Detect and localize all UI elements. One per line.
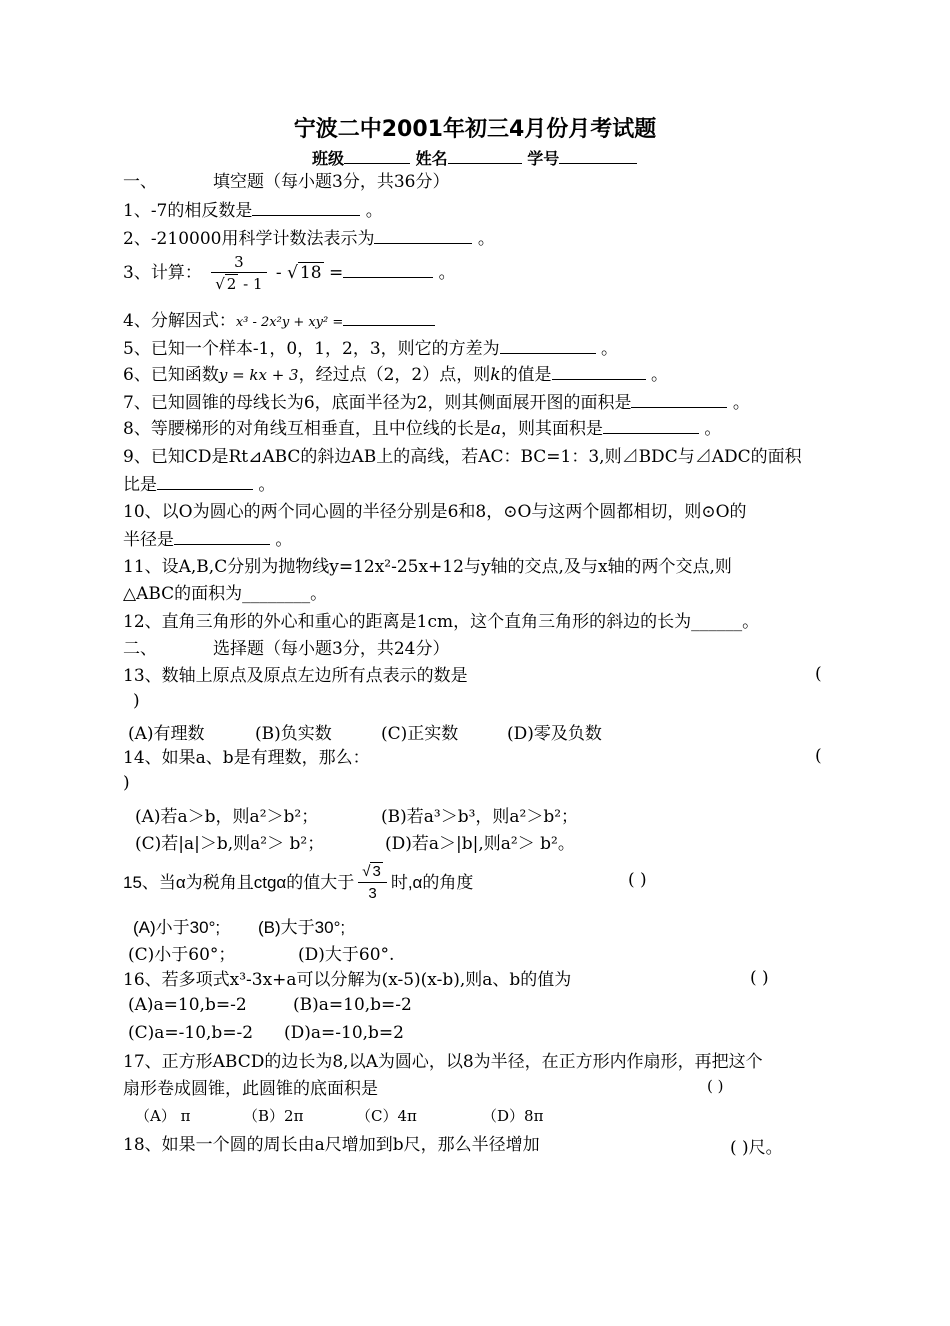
page-title: 宁波二中2001年初三4月份月考试题 [293,117,657,142]
q17-option-a[interactable]: （A） π [135,1107,191,1125]
q3-end: 。 [438,263,456,283]
q3-den-tail: - 1 [238,275,263,293]
q8-answer-blank[interactable] [603,416,699,434]
q8-tail: ，则其面积是 [500,419,603,439]
question-11-line2: △ABC的面积为________。 [123,584,328,604]
class-label: 班级 [312,149,345,168]
q2-end: 。 [477,229,495,249]
q13-option-a[interactable]: (A)有理数 [128,724,205,744]
q14-option-b[interactable]: (B)若a³＞b³，则a²＞b²； [381,807,579,827]
q2-text: 2、-210000用科学计数法表示为 [123,229,375,249]
q3-numerator: 3 [211,252,266,273]
q7-text: 7、已知圆锥的母线长为6，底面半径为2，则其侧面展开图的面积是 [123,393,632,413]
sqrt-symbol: √ 3 [362,863,381,880]
q1-end: 。 [365,201,383,221]
student-info-row [312,146,637,169]
q1-text: 1、-7的相反数是 [123,201,253,221]
q1-answer-blank[interactable] [252,198,360,216]
q4-expression: x³ - 2x²y + xy² = [235,315,344,330]
q13-option-c[interactable]: (C)正实数 [381,724,459,744]
q4-answer-blank[interactable] [343,308,435,326]
question-18: 18、如果一个圆的周长由a尺增加到b尺，那么半径增加 [123,1135,540,1155]
q6-variable: k [490,365,501,385]
q15-option-a[interactable]: (A)小于30°; [133,918,221,937]
q14-option-d[interactable]: (D)若a＞|b|,则a²＞ b²。 [385,834,575,854]
q15-fraction [358,862,387,905]
question-6 [123,362,668,387]
section2-title: 选择题（每小题3分，共24分） [213,639,450,659]
q3-answer-blank[interactable] [343,260,433,278]
question-4 [123,308,435,335]
q13-option-b[interactable]: (B)负实数 [255,724,332,744]
section2-number: 二、 [123,639,157,659]
q16-option-a[interactable]: (A)a=10,b=-2 [128,995,247,1015]
q16-option-d[interactable]: (D)a=-10,b=2 [284,1023,404,1043]
q15-text: 15、当α为税角且ctgα的值大于 [123,872,355,892]
q3-fraction [211,252,266,295]
q16-option-b[interactable]: (B)a=10,b=-2 [293,995,412,1015]
section1-heading [123,170,449,194]
question-12: 12、直角三角形的外心和重心的距离是1cm，这个直角三角形的斜边的长为______。 [123,612,760,632]
question-8 [123,416,721,441]
section2-heading [123,637,449,661]
q7-answer-blank[interactable] [631,390,727,408]
q15-option-c[interactable]: (C)小于60°； [128,945,236,965]
q2-answer-blank[interactable] [374,226,472,244]
q6-text: 6、已知函数 [123,365,219,385]
q5-end: 。 [601,339,619,359]
q8-end: 。 [704,419,722,439]
q6-answer-blank[interactable] [552,362,646,380]
q7-end: 。 [732,393,750,413]
q16-answer-paren[interactable]: ( ) [750,968,769,988]
q13-option-d[interactable]: (D)零及负数 [507,724,602,744]
q15-denominator: 3 [368,885,377,902]
section1-number: 一、 [123,172,157,192]
q6-end: 。 [650,365,668,385]
question-11-line1: 11、设A,B,C分别为抛物线y=12x²-25x+12与y轴的交点,及与x轴的两个交点,则 [123,557,732,577]
id-label: 学号 [527,149,560,168]
q15-option-d[interactable]: (D)大于60°. [298,945,395,965]
q17-option-d[interactable]: （D）8π [482,1107,544,1125]
question-17-line2: 扇形卷成圆锥，此圆锥的底面积是 [123,1079,378,1099]
question-5 [123,336,618,361]
name-label: 姓名 [415,149,448,168]
q5-answer-blank[interactable] [500,336,596,354]
question-7 [123,390,750,415]
q8-variable: a [490,419,501,439]
q18-answer-paren[interactable]: ( )尺。 [730,1138,783,1158]
q15-numerator [358,862,387,883]
q17-option-c[interactable]: （C）4π [356,1107,417,1125]
question-9-line1: 9、已知CD是Rt⊿ABC的斜边AB上的高线，若AC：BC=1：3,则⊿BDC与⊿ADC的面积 [123,447,802,467]
q3-minus: - [275,263,282,283]
name-blank[interactable] [448,146,522,164]
question-14: 14、如果a、b是有理数，那么： [123,748,370,768]
q13-paren-open: ( [815,664,822,684]
question-9-line2 [123,472,275,497]
q8-text: 8、等腰梯形的对角线互相垂直，且中位线的长是 [123,419,491,439]
q14-option-c[interactable]: (C)若|a|＞b,则a²＞ b²； [135,834,325,854]
q15-option-b[interactable]: (B)大于30°; [258,918,346,937]
question-17-line1: 17、正方形ABCD的边长为8,以A为圆心，以8为半径，在正方形内作扇形，再把这个 [123,1052,763,1072]
q17-option-b[interactable]: （B）2π [243,1107,304,1125]
q3-den-radicand: 2 [226,275,237,293]
q10-line2-text: 半径是 [123,530,174,550]
class-blank[interactable] [344,146,410,164]
question-13: 13、数轴上原点及原点左边所有点表示的数是 [123,666,468,686]
section1-title: 填空题（每小题3分，共36分） [213,172,450,192]
q9-end: 。 [258,475,276,495]
q3-text: 3、计算： [123,263,202,283]
q6-expression: y = kx + 3 [218,366,299,384]
sqrt-symbol: √ 2 [215,275,237,293]
sqrt-symbol: √ 18 [287,263,322,283]
q17-answer-paren[interactable]: ( ) [707,1077,724,1095]
question-15 [123,862,473,905]
question-16: 16、若多项式x³-3x+a可以分解为(x-5)(x-b),则a、b的值为 [123,970,572,990]
q15-radicand: 3 [372,863,381,880]
question-2 [123,226,495,251]
q14-paren-close: ) [123,773,130,793]
q10-end: 。 [275,530,293,550]
q3-denominator [211,273,266,295]
q3-radicand: 18 [299,263,322,283]
question-1 [123,198,383,223]
q9-answer-blank[interactable] [157,472,253,490]
q4-text: 4、分解因式： [123,311,236,331]
q5-text: 5、已知一个样本-1，0，1，2，3，则它的方差为 [123,339,500,359]
question-10-line1: 10、以O为圆心的两个同心圆的半径分别是6和8，⊙O与这两个圆都相切，则⊙O的 [123,502,747,522]
question-10-line2 [123,527,292,552]
q16-option-c[interactable]: (C)a=-10,b=-2 [128,1023,254,1043]
q15-tail: 时,α的角度 [390,872,474,892]
question-3 [123,252,456,295]
q13-paren-close: ) [133,691,140,711]
q6-mid: ，经过点（2，2）点，则 [298,365,491,385]
q9-line2-text: 比是 [123,475,157,495]
q14-option-a[interactable]: (A)若a＞b，则a²＞b²； [135,807,319,827]
q3-equals: = [323,263,344,283]
q10-answer-blank[interactable] [174,527,270,545]
q15-answer-paren[interactable]: ( ) [628,870,647,890]
q6-tail: 的值是 [500,365,552,385]
q14-paren-open: ( [815,746,822,766]
id-blank[interactable] [559,146,637,164]
